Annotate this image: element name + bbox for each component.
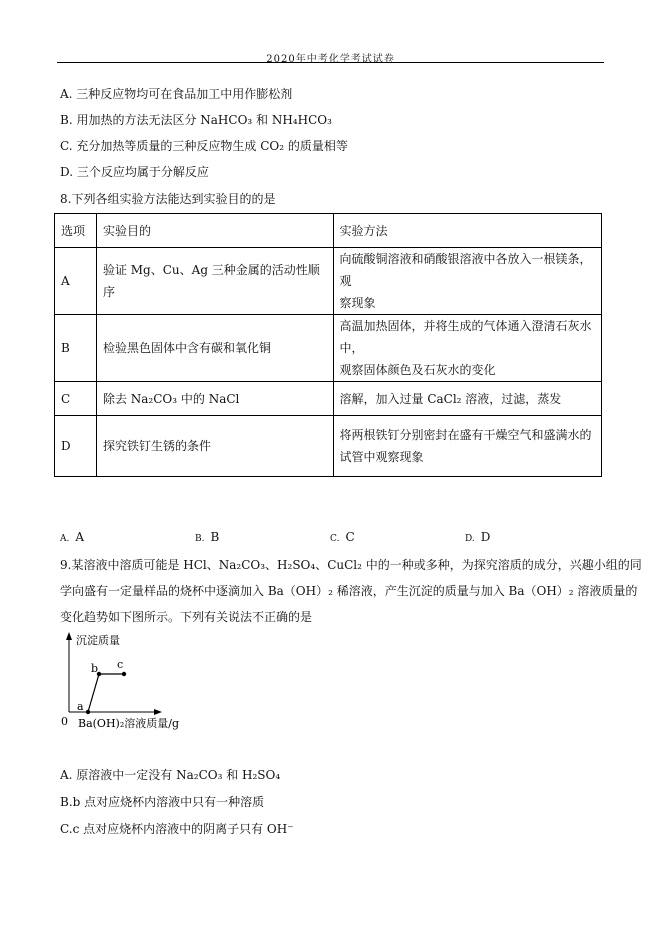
table-header-row [55, 214, 602, 248]
header-option: 选项 [55, 214, 97, 248]
row-option: C [55, 382, 97, 416]
label-c: c [117, 658, 124, 671]
choice-value: D [480, 530, 491, 544]
table-row [55, 416, 602, 477]
row-method [333, 416, 601, 477]
q7-option-d: D. 三个反应均属于分解反应 [60, 165, 209, 179]
choice-key: A. [60, 534, 70, 544]
q9-stem-line-3: 变化趋势如下图所示。下列有关说法不正确的是 [60, 610, 313, 624]
q9-option-a: A. 原溶液中一定没有 Na₂CO₃ 和 H₂SO₄ [60, 768, 281, 782]
q9-stem-line-2: 学向盛有一定量样品的烧杯中逐滴加入 Ba（OH）₂ 稀溶液，产生沉淀的质量与加入 Ba（OH）₂ 溶液质量的 [60, 584, 638, 598]
row-method [333, 248, 601, 315]
q8-stem: 8.下列各组实验方法能达到实验目的的是 [60, 192, 276, 206]
choice-d [465, 530, 490, 544]
experiment-table [54, 213, 602, 477]
choice-b [195, 530, 219, 544]
header-goal: 实验目的 [96, 214, 333, 248]
x-axis-arrow [154, 709, 162, 715]
row-option: D [55, 416, 97, 477]
q7-option-c: C. 充分加热等质量的三种反应物生成 CO₂ 的质量相等 [60, 139, 348, 153]
row-goal: 验证 Mg、Cu、Ag 三种金属的活动性顺序 [96, 248, 333, 315]
row-goal: 探究铁钉生锈的条件 [96, 416, 333, 477]
table-row [55, 382, 602, 416]
header-method: 实验方法 [333, 214, 601, 248]
method-line: 试管中观察现象 [339, 450, 424, 464]
point-a [86, 710, 90, 714]
q9-option-b: B.b 点对应烧杯内溶液中只有一种溶质 [60, 795, 265, 809]
trend-line [88, 674, 124, 712]
row-goal: 检验黑色固体中含有碳和氧化铜 [96, 315, 333, 382]
table-row [55, 248, 602, 315]
choice-value: B [210, 530, 220, 544]
choice-c [330, 530, 355, 544]
method-line: 向硫酸铜溶液和硝酸银溶液中各放入一根镁条，观 [339, 252, 592, 288]
choice-key: C. [330, 534, 340, 544]
label-b: b [91, 662, 99, 675]
table-row [55, 315, 602, 382]
method-line: 将两根铁钉分别密封在盛有干燥空气和盛满水的 [339, 428, 592, 442]
origin-label: 0 [61, 715, 68, 728]
y-axis-arrow [66, 632, 72, 640]
q7-option-a: A. 三种反应物均可在食品加工中用作膨松剂 [60, 87, 293, 101]
row-option: A [55, 248, 97, 315]
row-option: B [55, 315, 97, 382]
choice-value: A [75, 530, 85, 544]
choice-a [60, 530, 84, 544]
q9-stem-line-1: 9.某溶液中溶质可能是 HCl、Na₂CO₃、H₂SO₄、CuCl₂ 中的一种或多种，为探究溶质的成分，兴趣小组的同 [60, 558, 642, 572]
row-goal: 除去 Na₂CO₃ 中的 NaCl [96, 382, 333, 416]
method-line: 察现象 [339, 296, 376, 310]
precipitate-graph [58, 630, 198, 730]
y-axis-label: 沉淀质量 [76, 634, 120, 647]
choice-key: B. [195, 534, 205, 544]
method-line: 溶解，加入过量 CaCl₂ 溶液，过滤，蒸发 [339, 391, 562, 406]
header-rule [57, 62, 604, 63]
q9-option-c: C.c 点对应烧杯内溶液中的阴离子只有 OH⁻ [60, 822, 294, 836]
q7-option-b: B. 用加热的方法无法区分 NaHCO₃ 和 NH₄HCO₃ [60, 113, 332, 127]
page-header: 2020年中考化学考试试卷 [266, 54, 395, 65]
choice-key: D. [465, 534, 475, 544]
label-a: a [77, 700, 84, 713]
choice-value: C [345, 530, 355, 544]
point-c [122, 672, 126, 676]
x-axis-label: Ba(OH)₂溶液质量/g [78, 717, 179, 730]
method-line: 高温加热固体，并将生成的气体通入澄清石灰水中， [339, 319, 592, 355]
row-method [333, 382, 601, 416]
row-method [333, 315, 601, 382]
method-line: 观察固体颜色及石灰水的变化 [339, 363, 496, 377]
